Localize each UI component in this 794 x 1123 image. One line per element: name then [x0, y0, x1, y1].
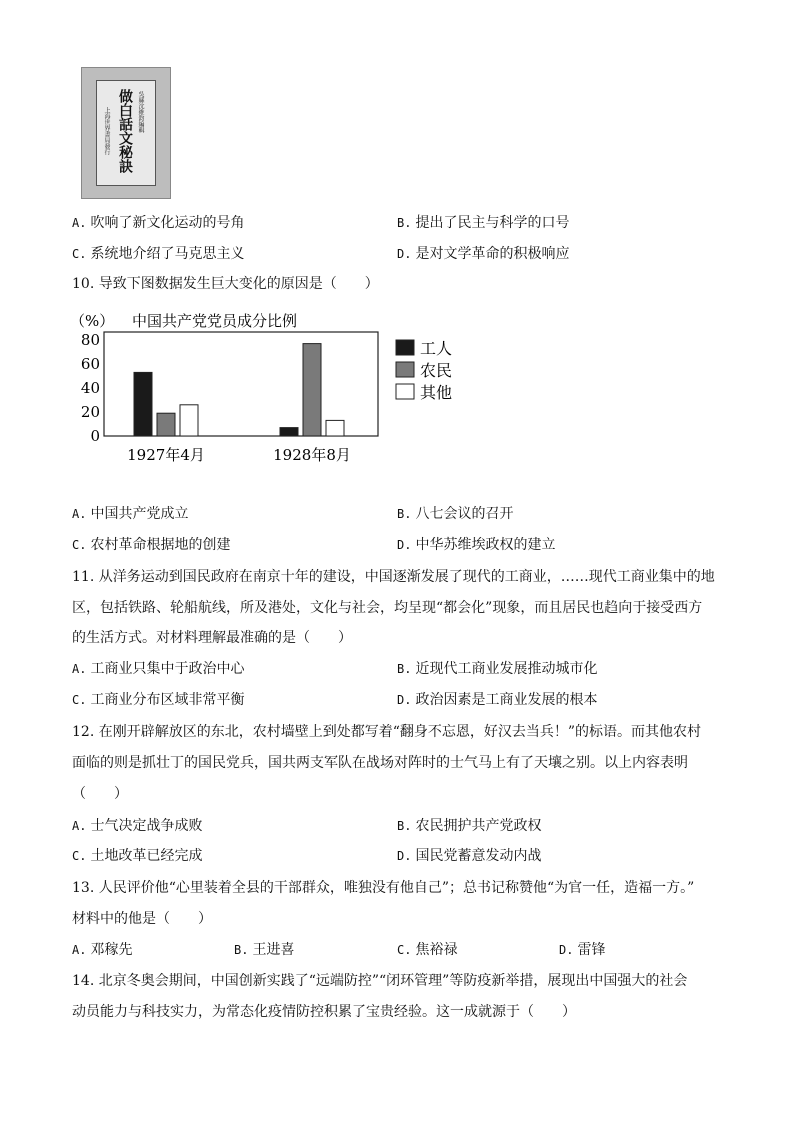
q11-option-d[interactable]: [397, 690, 597, 710]
option-letter: C.: [72, 849, 87, 863]
option-text: 国民党蓄意发动内战: [415, 848, 542, 864]
option-text: 提出了民主与科学的口号: [415, 215, 570, 231]
option-letter: A.: [72, 819, 87, 833]
q9-option-b[interactable]: [397, 213, 569, 233]
option-text: 八七会议的召开: [415, 506, 514, 522]
q10-option-c[interactable]: [72, 535, 230, 555]
option-letter: D.: [397, 693, 412, 707]
q10-option-b[interactable]: [397, 504, 513, 524]
option-text: 土地改革已经完成: [90, 848, 203, 864]
x-category-label: 1928年8月: [273, 446, 351, 464]
q13-option-c[interactable]: [397, 940, 457, 960]
option-text: 工商业只集中于政治中心: [90, 661, 245, 677]
option-text: 工商业分布区域非常平衡: [90, 692, 245, 708]
option-letter: A.: [72, 662, 87, 676]
legend-swatch-工人: [396, 340, 414, 355]
q14-stem-line-1: 14. 北京冬奥会期间，中国创新实践了“远端防控”“闭环管理”等防疫新举措，展现出中国强大的社会: [72, 973, 688, 989]
bar-农民-1927年4月: [157, 413, 175, 436]
option-letter: D.: [559, 943, 574, 957]
y-tick-label: 0: [90, 427, 100, 445]
bar-工人-1927年4月: [134, 372, 152, 436]
q10-option-d[interactable]: [397, 535, 555, 555]
option-text: 系统地介绍了马克思主义: [90, 246, 245, 262]
x-category-label: 1927年4月: [127, 446, 205, 464]
legend-swatch-农民: [396, 362, 414, 377]
book-cover-publisher: 上海世界書局發行: [103, 107, 110, 155]
option-letter: C.: [72, 693, 87, 707]
q10-stem: 10. 导致下图数据发生巨大变化的原因是（ ）: [72, 276, 379, 292]
q12-stem-line-1: 12. 在刚开辟解放区的东北，农村墙壁上到处都写着“翻身不忘恩，好汉去当兵！”的标语。而其他农村: [72, 724, 702, 740]
option-letter: B.: [397, 507, 412, 521]
option-letter: B.: [397, 216, 412, 230]
option-letter: C.: [72, 538, 87, 552]
bar-工人-1928年8月: [280, 428, 298, 436]
option-letter: D.: [397, 849, 412, 863]
option-text: 吹响了新文化运动的号角: [90, 215, 245, 231]
q13-stem-line-2: 材料中的他是（ ）: [72, 911, 212, 927]
q11-option-a[interactable]: [72, 659, 244, 679]
option-letter: D.: [397, 247, 412, 261]
option-letter: B.: [397, 819, 412, 833]
q13-stem-line-1: 13. 人民评价他“心里装着全县的干部群众，唯独没有他自己”；总书记称赞他“为官一任，造福一方。”: [72, 880, 695, 896]
chart-unit: （%）: [70, 312, 115, 330]
q13-option-d[interactable]: [559, 940, 605, 960]
q11-stem-line-1: 11. 从洋务运动到国民政府在南京十年的建设，中国逐渐发展了现代的工商业，……现代工商业集中的地: [72, 569, 715, 585]
q11-stem-line-2: 区，包括铁路、轮船航线，所及港处，文化与社会，均呈现“都会化”现象，而且居民也趋向于接受西方: [72, 600, 703, 616]
q12-option-d[interactable]: [397, 846, 541, 866]
q10-option-a[interactable]: [72, 504, 188, 524]
legend-label: 其他: [420, 383, 453, 402]
option-letter: C.: [397, 943, 412, 957]
y-tick-label: 20: [80, 403, 100, 421]
option-text: 中华苏维埃政权的建立: [415, 537, 556, 553]
legend-label: 农民: [420, 361, 453, 380]
book-cover-author: 吳縣沈維鈞編輯: [137, 91, 144, 133]
option-letter: B.: [397, 662, 412, 676]
legend-label: 工人: [420, 339, 453, 358]
book-cover-title: 做白話文秘訣: [117, 89, 133, 173]
q9-option-a[interactable]: [72, 213, 244, 233]
option-text: 士气决定战争成败: [90, 818, 203, 834]
q12-option-b[interactable]: [397, 816, 541, 836]
option-text: 农村革命根据地的创建: [90, 537, 231, 553]
legend-swatch-其他: [396, 384, 414, 399]
option-text: 是对文学革命的积极响应: [415, 246, 570, 262]
party-composition-chart: [70, 308, 470, 468]
q14-stem-line-2: 动员能力与科技实力，为常态化疫情防控积累了宝贵经验。这一成就源于（ ）: [72, 1004, 576, 1020]
option-text: 农民拥护共产党政权: [415, 818, 542, 834]
bar-其他-1927年4月: [180, 405, 198, 436]
option-text: 焦裕禄: [415, 942, 458, 958]
q9-option-c[interactable]: [72, 244, 244, 264]
chart-title: 中国共产党党员成分比例: [132, 312, 298, 330]
book-cover-panel: [96, 80, 156, 186]
bar-其他-1928年8月: [326, 420, 344, 436]
q11-option-c[interactable]: [72, 690, 244, 710]
option-text: 雷锋: [577, 942, 606, 958]
q11-stem-line-3: 的生活方式。对材料理解最准确的是（ ）: [72, 630, 352, 646]
q11-option-b[interactable]: [397, 659, 597, 679]
option-letter: A.: [72, 943, 87, 957]
q12-stem-line-3: （ ）: [72, 786, 128, 802]
option-letter: A.: [72, 507, 87, 521]
q13-option-a[interactable]: [72, 940, 132, 960]
book-cover-image: [81, 67, 171, 199]
q12-option-a[interactable]: [72, 816, 202, 836]
q9-option-d[interactable]: [397, 244, 569, 264]
option-text: 王进喜: [252, 942, 295, 958]
option-text: 政治因素是工商业发展的根本: [415, 692, 598, 708]
y-tick-label: 80: [80, 331, 100, 349]
q12-option-c[interactable]: [72, 846, 202, 866]
option-letter: A.: [72, 216, 87, 230]
bar-农民-1928年8月: [303, 344, 321, 436]
option-letter: B.: [234, 943, 249, 957]
option-text: 邓稼先: [90, 942, 133, 958]
option-letter: D.: [397, 538, 412, 552]
q13-option-b[interactable]: [234, 940, 294, 960]
option-text: 中国共产党成立: [90, 506, 189, 522]
option-text: 近现代工商业发展推动城市化: [415, 661, 598, 677]
option-letter: C.: [72, 247, 87, 261]
y-tick-label: 60: [80, 355, 100, 373]
y-tick-label: 40: [80, 379, 100, 397]
q12-stem-line-2: 面临的则是抓壮丁的国民党兵，国共两支军队在战场对阵时的士气马上有了天壤之别。以上内容表明: [72, 755, 688, 771]
